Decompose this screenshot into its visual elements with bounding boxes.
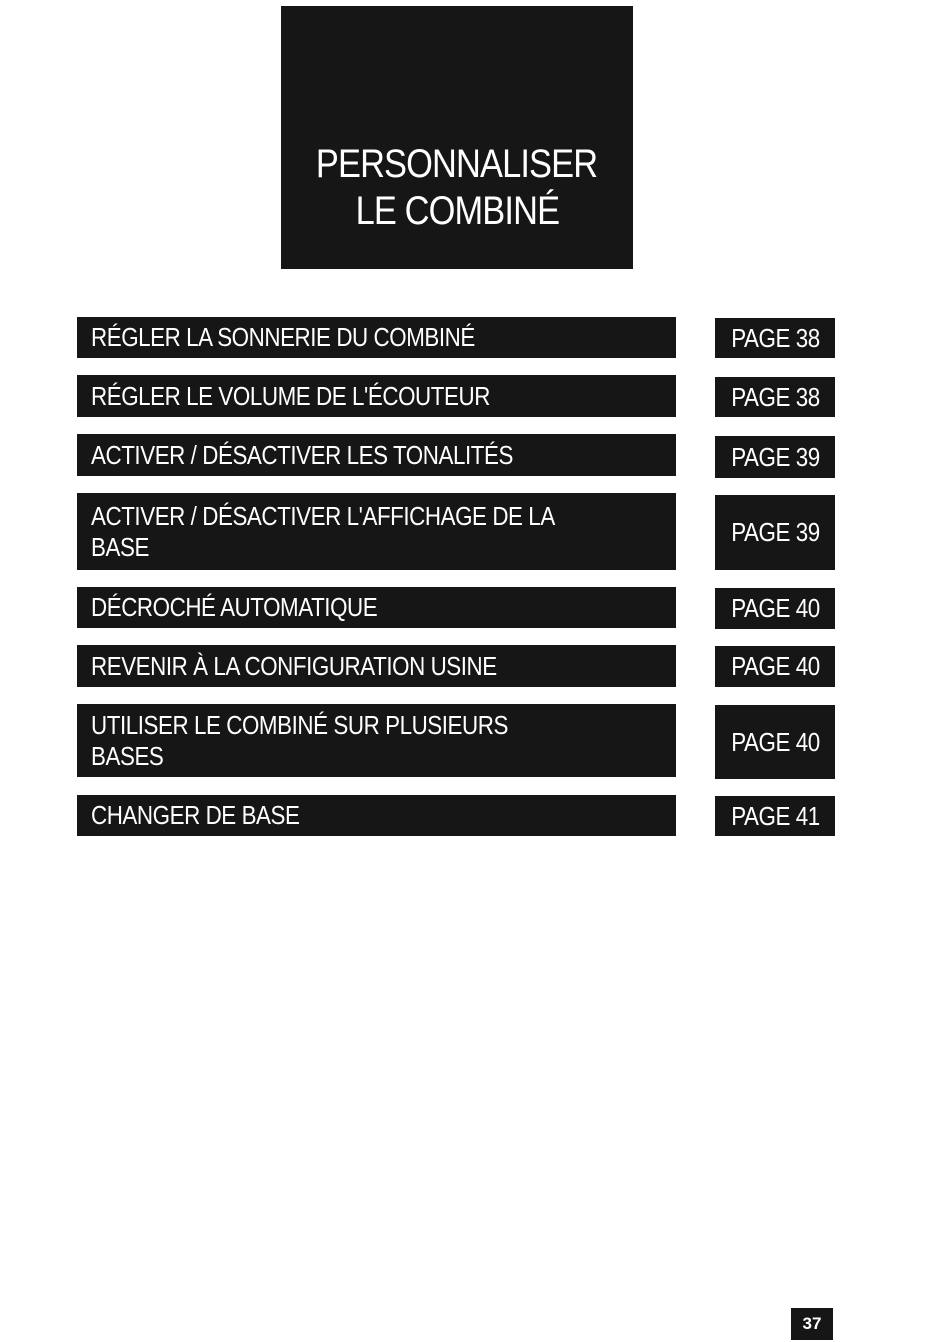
- toc-item-tonalites[interactable]: [77, 434, 676, 476]
- toc-page-ref[interactable]: [715, 436, 835, 478]
- toc-item-regler-volume[interactable]: [77, 375, 676, 417]
- toc-page-ref[interactable]: [715, 318, 835, 358]
- toc-item-label: ACTIVER / DÉSACTIVER LES TONALITÉS: [91, 439, 513, 470]
- page-number: 37: [791, 1308, 833, 1340]
- section-title-line-1: PERSONNALISER: [316, 142, 598, 186]
- toc-item-label: RÉGLER LE VOLUME DE L'ÉCOUTEUR: [91, 380, 490, 411]
- toc-item-changer-base[interactable]: [77, 795, 676, 836]
- toc-item-label: ACTIVER / DÉSACTIVER L'AFFICHAGE DE LA BASE: [91, 500, 554, 562]
- toc-page-label: PAGE 39: [730, 517, 820, 547]
- toc-item-regler-sonnerie[interactable]: [77, 317, 676, 358]
- toc-page-ref[interactable]: [715, 377, 835, 417]
- toc-item-label: REVENIR À LA CONFIGURATION USINE: [91, 650, 497, 681]
- toc-page-label: PAGE 41: [730, 800, 820, 831]
- toc-page-label: PAGE 39: [730, 441, 820, 472]
- toc-page-ref[interactable]: [715, 646, 835, 687]
- toc-page-ref[interactable]: [715, 588, 835, 629]
- toc-page-label: PAGE 40: [730, 593, 820, 623]
- toc-item-affichage-base[interactable]: [77, 493, 676, 570]
- section-title-line-2: LE COMBINÉ: [355, 189, 559, 233]
- toc-page-label: PAGE 38: [730, 322, 820, 353]
- toc-item-plusieurs-bases[interactable]: [77, 704, 676, 777]
- toc-page-ref[interactable]: [715, 495, 835, 570]
- toc-item-label: RÉGLER LA SONNERIE DU COMBINÉ: [91, 322, 475, 352]
- toc-page-ref[interactable]: [715, 796, 835, 836]
- section-title-box: [281, 6, 633, 269]
- toc-page-label: PAGE 40: [730, 651, 820, 681]
- toc-item-decroche-auto[interactable]: [77, 587, 676, 628]
- toc-item-label: UTILISER LE COMBINÉ SUR PLUSIEURS BASES: [91, 709, 508, 771]
- toc-page-ref[interactable]: [715, 705, 835, 779]
- toc-item-configuration-usine[interactable]: [77, 645, 676, 687]
- toc-page-label: PAGE 40: [730, 726, 820, 757]
- toc-item-label: CHANGER DE BASE: [91, 800, 300, 830]
- toc-page-label: PAGE 38: [730, 381, 820, 412]
- toc-item-label: DÉCROCHÉ AUTOMATIQUE: [91, 592, 378, 622]
